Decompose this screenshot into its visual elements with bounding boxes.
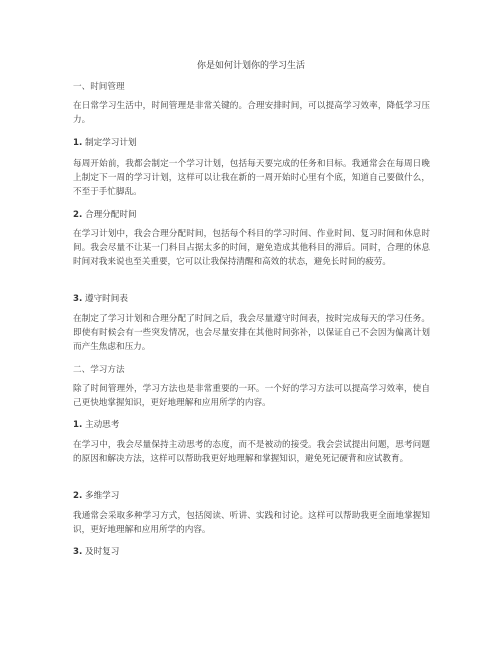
subheading-number: 2. <box>73 491 83 501</box>
subheading-multidimensional-learning <box>73 489 430 503</box>
paragraph-multidimensional-learning: 我通常会采取多种学习方式，包括阅读、听讲、实践和讨论。这样可以帮助我更全面地掌握知识，更好地理解和应用所学的内容。 <box>73 511 430 535</box>
subheading-make-plan <box>73 136 430 150</box>
subheading-text: 及时复习 <box>84 547 120 557</box>
section-intro-study-methods: 除了时间管理外，学习方法也是非常重要的一环。一个好的学习方法可以提高学习效率，使自己更快地掌握知识，更好地理解和应用所学的内容。 <box>73 384 430 408</box>
subheading-text: 多维学习 <box>84 491 120 501</box>
subheading-text: 制定学习计划 <box>84 138 137 148</box>
subheading-text: 遵守时间表 <box>84 294 128 304</box>
subheading-active-thinking <box>73 418 430 432</box>
section-heading-time-management: 一、时间管理 <box>73 82 125 92</box>
subheading-allocate-time <box>73 208 430 222</box>
subheading-number: 1. <box>73 420 83 430</box>
paragraph-active-thinking: 在学习中，我会尽量保持主动思考的态度，而不是被动的接受。我会尝试提出问题，思考问题的原因和解决方法，这样可以帮助我更好地理解和掌握知识，避免死记硬背和应试教育。 <box>73 440 430 464</box>
subheading-text: 主动思考 <box>84 420 120 430</box>
document-title: 你是如何计划你的学习生活 <box>196 61 305 71</box>
paragraph-make-plan: 每周开始前，我都会制定一个学习计划，包括每天要完成的任务和目标。我通常会在每周日晚上制定下一周的学习计划，这样可以让我在新的一周开始时心里有个底，知道自己要做什么，不至于手忙脚乱。 <box>73 159 430 197</box>
subheading-number: 2. <box>73 210 83 220</box>
paragraph-follow-schedule: 在制定了学习计划和合理分配了时间之后，我会尽量遵守时间表，按时完成每天的学习任务。即使有时候会有一些突发情况，也会尽量安排在其他时间弥补，以保证自己不会因为偏离计划而产生焦虑和压力。 <box>73 314 430 352</box>
section-intro-time-management: 在日常学习生活中，时间管理是非常关键的。合理安排时间，可以提高学习效率，降低学习压力。 <box>73 101 430 125</box>
subheading-timely-review <box>73 545 430 559</box>
subheading-follow-schedule <box>73 292 430 306</box>
subheading-number: 1. <box>73 138 83 148</box>
subheading-number: 3. <box>73 294 83 304</box>
subheading-text: 合理分配时间 <box>84 210 137 220</box>
paragraph-allocate-time: 在学习计划中，我会合理分配时间，包括每个科目的学习时间、作业时间、复习时间和休息时间。我会尽量不让某一门科目占据太多的时间，避免造成其他科目的滞后。同时，合理的休息时间对我来说也至关重要，它可以让我保持清醒和高效的状态，避免长时间的疲劳。 <box>73 229 430 267</box>
section-heading-study-methods: 二、学习方法 <box>73 365 125 375</box>
subheading-number: 3. <box>73 547 83 557</box>
